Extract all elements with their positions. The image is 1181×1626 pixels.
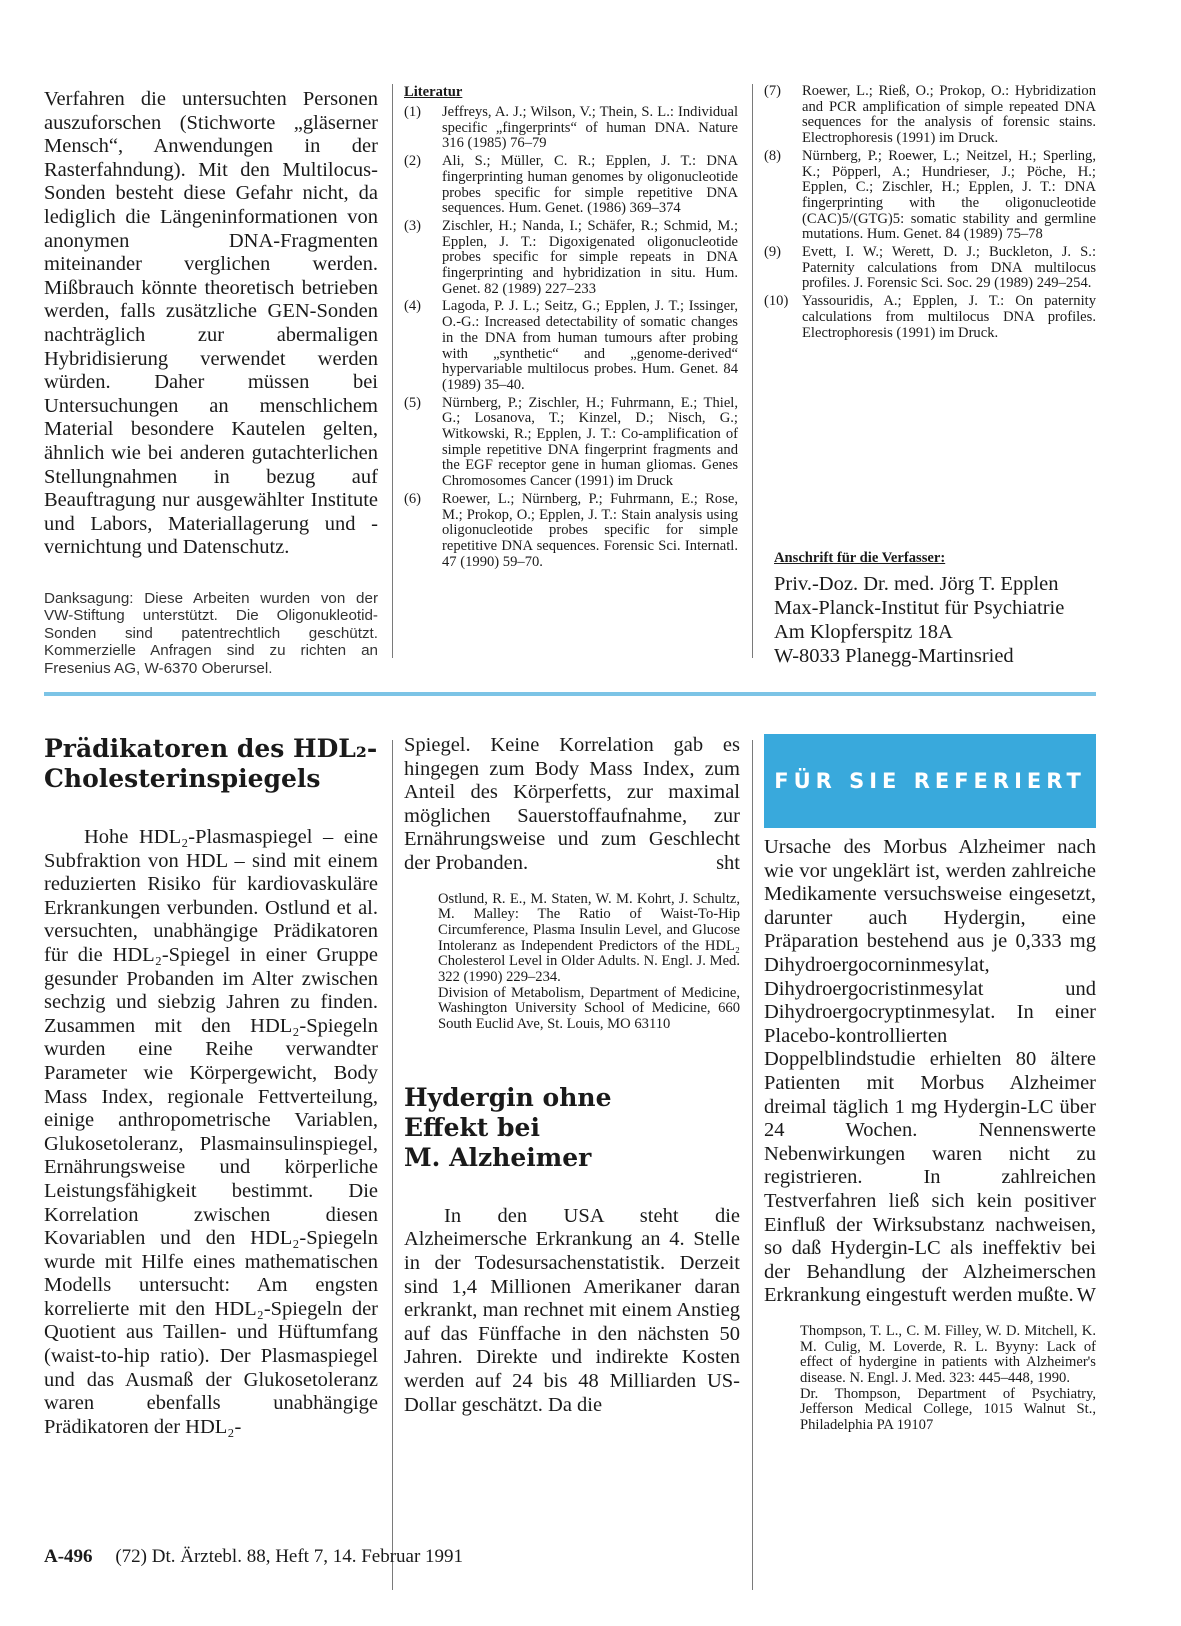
issue-info: (72) Dt. Ärztebl. 88, Heft 7, 14. Februar 1991 [115,1546,464,1567]
reference-number: (3) [404,217,422,234]
reference-text: Evett, I. W.; Werett, D. J.; Buckleton, J. S.: Paternity calculations from DNA multilocus profiles. J. Forensic Sci. Soc. 29 (1989) 249–254. [802,244,1096,292]
address-line: Priv.-Doz. Dr. med. Jörg T. Epplen [774,573,1059,595]
reference-text: Nürnberg, P.; Roewer, L.; Neitzel, H.; Sperling, K.; Pöpperl, A.; Hundrieser, J.; Pöche, H.; Epplen, C.; Zischler, H.; Epplen, J. T.: DNA fingerprinting with the oligonucleotide (CAC)5/(GTG)5: somatic stability and germline mutations. Hum. Genet. 84 (1989) 75–78 [802,147,1096,243]
hdl-signature: sht [716,851,740,874]
hydergin-title: Hydergin ohne Effekt bei M. Alzheimer [404,1082,612,1172]
reference-item [764,294,1096,341]
acknowledgement: Danksagung: Diese Arbeiten wurden von der VW-Stiftung unterstützt. Die Oligonukleotid-Sonden sind patentrechtlich geschützt. Kommerzielle Anfragen sind zu richten an Fresenius AG, W-6370 Oberursel. [44,590,378,677]
reference-number: (10) [764,293,789,310]
reference-number: (7) [764,83,782,99]
reference-text: Roewer, L.; Rieß, O.; Prokop, O.: Hybridization and PCR amplification of simple repeated DNA sequences for the analysis of forensic stains. Electrophoresis (1991) im Druck. [802,83,1096,147]
literature-column [404,84,738,572]
hdl-continuation: Spiegel. Keine Korrelation gab es hingegen zum Body Mass Index, zum Anteil des Körperfetts, zur maximal möglichen Sauerstoffaufnahme, zur Ernährungsweise und zum Geschlecht der Probanden. sht [404,734,740,874]
reference-number: (5) [404,394,422,411]
hydergin-reference: Thompson, T. L., C. M. Filley, W. D. Mitchell, K. M. Culig, M. Loverde, R. L. Byyny: Lack of effect of hydergine in patients with Alzheimer's disease. N. Engl. J. Med. 323: 445–448, 1990. [800,1322,1096,1386]
address-line: Am Klopferspitz 18A [774,621,953,643]
fuer-sie-referiert-banner: FÜR SIE REFERIERT [764,734,1096,828]
page-id: A-496 [44,1546,93,1567]
hydergin-body-col3: Ursache des Morbus Alzheimer nach wie vor ungeklärt ist, werden zahlreiche Medikamente versuchsweise eingesetzt, darunter auch Hydergin, eine Präparation bestehend aus je 0,333 mg Dihydroergocorninmesylat, Dihydroergocristinmesylat und Dihydroergocryptinmesylat. In einer Placebo-kontrollierten Doppelblindstudie erhielten 80 ältere Patienten mit Morbus Alzheimer dreimal täglich 1 mg Hydergin-LC über 24 Wochen. Nennenswerte Nebenwirkungen waren nicht zu registrieren. In zahlreichen Testverfahren ließ sich kein positiver Einfluß der Wirksubstanz nachweisen, so daß Hydergin-LC als ineffektiv bei der Behandlung der Alzheimerschen Erkrankung eingestuft werden mußte. W [764,836,1096,1307]
reference-text: Yassouridis, A.; Epplen, J. T.: On paternity calculations from multilocus DNA profiles. Electrophoresis (1991) im Druck. [802,293,1096,341]
address-line: W-8033 Planegg-Martinsried [774,645,1014,667]
hdl-body: Hohe HDL₂-Plasmaspiegel – eine Subfraktion von HDL – sind mit einem reduzierten Risiko für kardiovaskuläre Erkrankungen verbunden. Ostlund et al. versuchten, unabhängige Prädikatoren für die HDL₂-Spiegel in einer Gruppe gesunder Probanden im Alter zwischen sechzig und siebzig Jahren zu finden. Zusammen mit den HDL₂-Spiegeln wurden eine Reihe verwandter Parameter wie Körpergewicht, Body Mass Index, regionale Fettverteilung, einige anthropometrische Variablen, Glukosetoleranz, Plasmainsulinspiegel, Ernährungsweise und körperliche Leistungsfähigkeit bestimmt. Die Korrelation zwischen diesen Kovariablen und den HDL₂-Spiegeln wurde mit Hilfe eines mathematischen Modells untersucht: Am engsten korrelierte mit den HDL₂-Spiegeln der Quotient aus Taillen- und Hüftumfang (waist-to-hip ratio). Der Plasmaspiegel und das Ausmaß der Glukosetoleranz waren ebenfalls unabhängige Prädikatoren der HDL₂- [44,826,378,1438]
reference-item [404,299,738,393]
address-heading: Anschrift für die Verfasser: [774,550,946,566]
reference-number: (1) [404,104,422,120]
hdl-reference: Ostlund, R. E., M. Staten, W. M. Kohrt, J. Schultz, M. Malley: The Ratio of Waist-To-Hip Circumference, Plasma Insulin Level, and Glucose Intoleranz as Independent Predictors of the HDL₂ Cholesterol Level in Older Adults. N. Engl. J. Med. 322 (1990) 229–234. [438,890,740,986]
column-divider [392,84,393,658]
literature-column-continued [764,84,1096,343]
top-col1-paragraph: Verfahren die untersuchten Personen auszuforschen (Stichworte „gläserner Mensch“, Anwendungen in der Rasterfahndung). Mit den Multilocus-Sonden besteht diese Gefahr nicht, da lediglich die Längeninformationen von anonymen DNA-Fragmenten miteinander verglichen werden. Mißbrauch könnte theoretisch betrieben werden, falls zusätzliche GEN-Sonden nachträglich zur abermaligen Hybridisierung verwendet werden würden. Daher müssen bei Untersuchungen an menschlichem Material besondere Kautelen gelten, ähnlich wie bei anderen gutachterlichen Stellungnahmen in bezug auf Beauftragung nur ausgewählter Institute und Labors, Materiallagerung und -vernichtung und Datenschutz. [44,88,378,559]
hdl-title: Prädikatoren des HDL₂- Cholesterinspiegels [44,734,378,793]
column-divider [752,740,753,1590]
reference-item [764,245,1096,292]
reference-text: Zischler, H.; Nanda, I.; Schäfer, R.; Schmid, M.; Epplen, J. T.: Digoxigenated oligonucleotide probes specific for simple repeats in DNA fingerprinting and hybridization in situ. Hum. Genet. 82 (1989) 227–233 [442,217,738,297]
reference-list [404,105,738,570]
reference-item [404,154,738,217]
reference-number: (4) [404,298,422,315]
literature-heading: Literatur [404,84,463,100]
hdl-affiliation: Division of Metabolism, Department of Medicine, Washington University School of Medicine, 660 South Euclid Ave, St. Louis, MO 63110 [438,984,740,1033]
address-lines [774,572,1104,668]
col3-bottom [764,836,1096,1434]
hdl-reference-block [404,892,740,1033]
section-divider-rule [44,692,1096,696]
author-address [774,550,1104,668]
reference-text: Nürnberg, P.; Zischler, H.; Fuhrmann, E.; Thiel, G.; Losanova, T.; Kinzel, D.; Nisch, G.; Witkowski, R.; Epplen, J. T.: Co-amplification of simple repetitive DNA fingerprint fragments and the EGF receptor gene in human gliomas. Genes Chromosomes Cancer (1991) im Druck [442,394,738,490]
address-line: Max-Planck-Institut für Psychiatrie [774,597,1065,619]
reference-item [404,492,738,571]
column-divider [392,740,393,1590]
reference-item [404,105,738,152]
hydergin-body-col2: In den USA steht die Alzheimersche Erkrankung an 4. Stelle in der Todesursachenstatistik. Derzeit sind 1,4 Millionen Amerikaner daran erkrankt, man rechnet mit einem Anstieg auf das Fünffache in den nächsten 50 Jahren. Direkte und indirekte Kosten werden auf 24 bis 48 Milliarden US-Dollar geschätzt. Da die [404,1204,740,1416]
page-footer [44,1546,463,1568]
reference-text: Jeffreys, A. J.; Wilson, V.; Thein, S. L.: Individual specific „fingerprints“ of human DNA. Nature 316 (1985) 76–79 [442,104,738,152]
reference-text: Roewer, L.; Nürnberg, P.; Fuhrmann, E.; Rose, M.; Prokop, O.; Epplen, J. T.: Stain analysis using oligonucleotide probes specific for simple repetitive DNA sequences. Forensic Sci. Internatl. 47 (1990) 59–70. [442,490,738,570]
column-divider [752,84,753,658]
col2-bottom [404,734,740,1417]
reference-item [764,84,1096,147]
reference-item [764,149,1096,243]
reference-number: (8) [764,147,782,164]
reference-text: Lagoda, P. J. L.; Seitz, G.; Epplen, J. T.; Issinger, O.-G.: Increased detectability of somatic changes in the DNA from human tumours after probing with „synthetic“ and „genome-derived“ hypervariable multilocus probes. Hum. Genet. 84 (1989) 35–40. [442,298,738,393]
reference-text: Ali, S.; Müller, C. R.; Epplen, J. T.: DNA fingerprinting human genomes by oligonucleotide probes specific for simple repetitive DNA sequences. Hum. Genet. (1986) 369–374 [442,153,738,217]
hydergin-signature: W [1076,1284,1096,1307]
reference-list-continued [764,84,1096,341]
reference-number: (6) [404,490,422,507]
reference-number: (2) [404,153,422,170]
hydergin-reference-block [764,1324,1096,1434]
hdl-article [44,734,378,1439]
reference-item [404,219,738,298]
reference-item [404,396,738,490]
hydergin-affiliation: Dr. Thompson, Department of Psychiatry, Jefferson Medical College, 1015 Walnut St., Philadelphia PA 19107 [800,1385,1096,1434]
reference-number: (9) [764,244,782,261]
